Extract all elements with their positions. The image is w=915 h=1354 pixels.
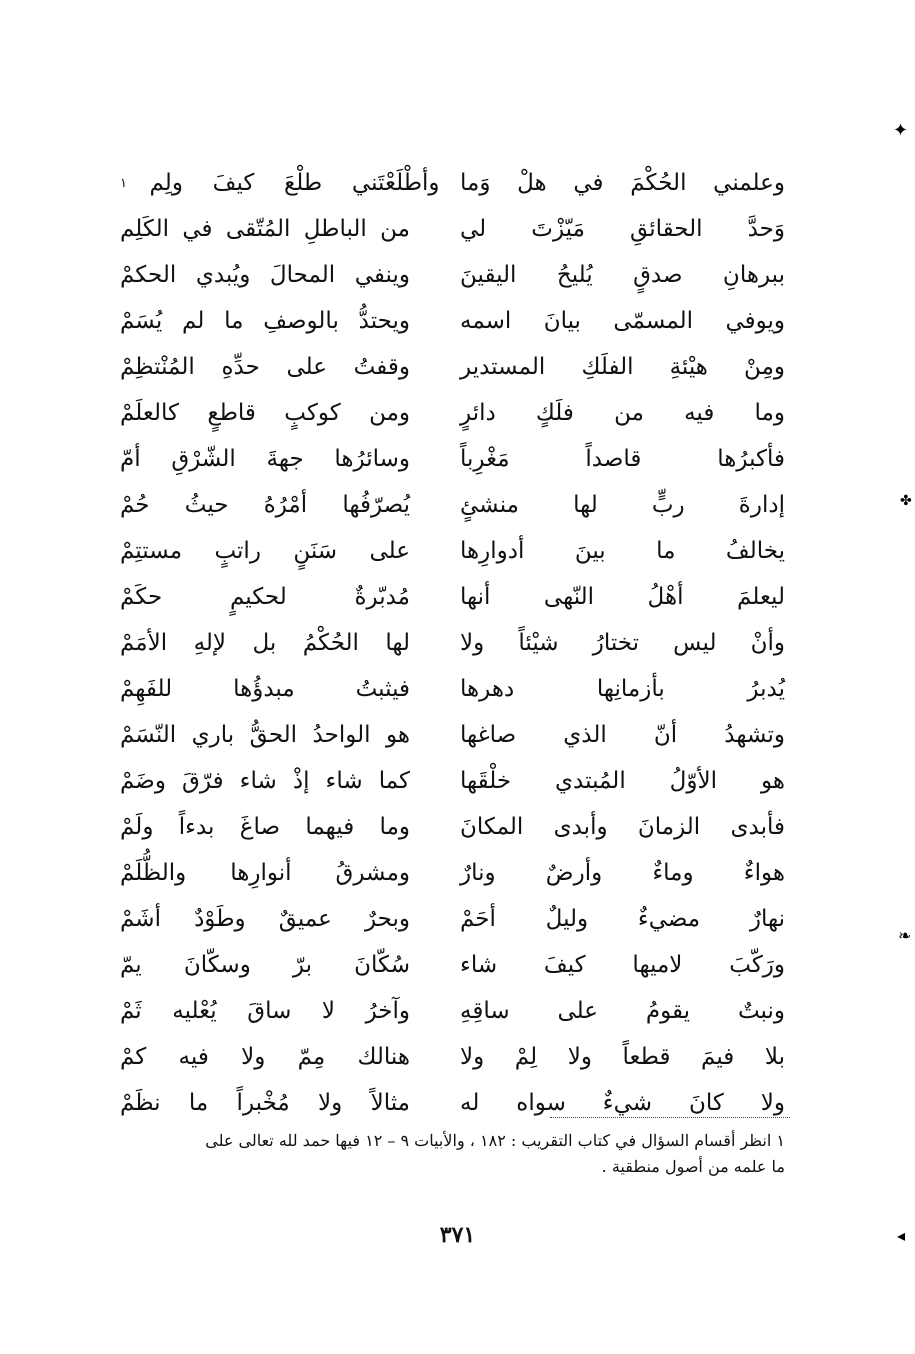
first-hemistich: ويوفي المسمّى بيانَ اسمه: [460, 308, 785, 334]
margin-arrow-icon: ◂: [897, 1226, 906, 1245]
verse-row: [120, 942, 785, 988]
first-hemistich: ولا كانَ شيءٌ سواه له: [460, 1090, 785, 1116]
verse-row: [120, 620, 785, 666]
verse-row: [120, 896, 785, 942]
footnote-line: ما علمه من أصول منطقية .: [601, 1157, 785, 1176]
second-hemistich: مُدبّرةٌ لحكيمٍ حكَمْ: [120, 584, 410, 610]
verse-row: [120, 344, 785, 390]
second-hemistich: وينفي المحالَ ويُبدي الحكمْ: [120, 262, 410, 288]
footnote-marker: ١: [120, 175, 127, 191]
second-hemistich: هو الواحدُ الحقُّ باري النّسَمْ: [120, 722, 410, 748]
first-hemistich: ليعلمَ أهْلُ النّهى أنها: [460, 584, 785, 610]
footnote-line: ١ انظر أقسام السؤال في كتاب التقريب : ١٨٢ ، والأبيات ٩ – ١٢ فيها حمد لله تعالى على: [205, 1131, 785, 1150]
verse-row: [120, 666, 785, 712]
first-hemistich: وأنْ ليس تختارُ شيْئاً ولا: [460, 630, 785, 656]
second-hemistich: فيثبتُ مبدؤُها للفَهِمْ: [120, 676, 410, 702]
second-hemistich: وقفتُ على حدِّهِ المُنْتظِمْ: [120, 354, 410, 380]
second-hemistich: على سَنَنٍ راتبٍ مستتِمْ: [120, 538, 410, 564]
second-hemistich: ومن كوكبٍ قاطعٍ كالعلَمْ: [120, 400, 410, 426]
verse-row: [120, 1080, 785, 1126]
first-hemistich: نهارٌ مضيءٌ وليلٌ أحَمْ: [460, 906, 785, 932]
first-hemistich: يخالفُ ما بينَ أدوارِها: [460, 538, 785, 564]
first-hemistich: ومِنْ هيْئةِ الفلَكِ المستدير: [460, 354, 785, 380]
first-hemistich: بلا فيمَ قطعاً ولا لِمْ ولا: [460, 1044, 785, 1070]
second-hemistich: وبحرٌ عميقٌ وطَوْدٌ أشَمْ: [120, 906, 410, 932]
verse-row: [120, 482, 785, 528]
verse-row: [120, 528, 785, 574]
second-hemistich: ومشرقُ أنوارِها والظُّلَمْ: [120, 860, 410, 886]
second-hemistich: يُصرّفُها أمْرُهُ حيثُ حُمْ: [120, 492, 410, 518]
second-hemistich: هنالك مِمّ ولا فيه كمْ: [120, 1044, 410, 1070]
verse-row: [120, 252, 785, 298]
second-hemistich: وسائرُها جهةَ الشّرْقِ أمّ: [120, 446, 410, 472]
second-hemistich: لها الحُكْمُ بل لإلهِ الأمَمْ: [120, 630, 410, 656]
page-number: ٣٧١: [439, 1222, 476, 1248]
second-hemistich: سُكّانَ برّ وسكّانَ يمّ: [120, 952, 410, 978]
first-hemistich: وَحدَّ الحقائقِ مَيّزْتَ لي: [460, 216, 785, 242]
first-hemistich: إدارةَ ربٍّ لها منشئٍ: [460, 492, 785, 518]
poem-body: [120, 160, 785, 1126]
first-hemistich: ببرهانِ صدقٍ يُليحُ اليقينَ: [460, 262, 785, 288]
second-hemistich: وآخرُ لا ساقَ يُعْليه ثَمْ: [120, 998, 410, 1024]
verse-row: [120, 988, 785, 1034]
first-hemistich: فأبدى الزمانَ وأبدى المكانَ: [460, 814, 785, 840]
verse-row: [120, 206, 785, 252]
verse-row: [120, 758, 785, 804]
verse-row: [120, 850, 785, 896]
first-hemistich: ونبتٌ يقومُ على ساقِهِ: [460, 998, 785, 1024]
margin-ornament-icon: ❧: [898, 926, 912, 945]
verse-row: [120, 804, 785, 850]
second-hemistich: ويحتدُّ بالوصفِ ما لم يُسَمْ: [120, 308, 410, 334]
second-hemistich: من الباطلِ المُتّقى في الكَلِم: [120, 216, 410, 242]
verse-row: [120, 1034, 785, 1080]
first-hemistich: وعلمني الحُكْمَ في هلْ وَما: [460, 170, 785, 196]
second-hemistich: وما فيهما صاغَ بدءاً ولَمْ: [120, 814, 410, 840]
second-hemistich: كما شاء إذْ شاء فرّقَ وضَمْ: [120, 768, 410, 794]
first-hemistich: فأكبرُها قاصداً مَغْرِباً: [460, 446, 785, 472]
verse-row: [120, 298, 785, 344]
first-hemistich: ورَكّبَ لاميها كيفَ شاء: [460, 952, 785, 978]
footnote: [120, 1128, 785, 1180]
first-hemistich: وما فيه من فلَكٍ دائرٍ: [460, 400, 785, 426]
verse-row: [120, 390, 785, 436]
first-hemistich: يُدبرُ بأزمانِها دهرها: [460, 676, 785, 702]
footnote-divider: [550, 1117, 790, 1118]
second-hemistich: مثالاً ولا مُخْبراً ما نظَمْ: [120, 1090, 410, 1116]
verse-row: [120, 436, 785, 482]
star-ornament-icon: ✦: [893, 120, 909, 141]
verse-row: [120, 160, 785, 206]
verse-row: [120, 574, 785, 620]
first-hemistich: وتشهدُ أنّ الذي صاغها: [460, 722, 785, 748]
second-hemistich: وأطْلَعْتَني طلْعَ كيفَ ولِم: [149, 170, 440, 196]
verse-row: [120, 712, 785, 758]
first-hemistich: هواءٌ وماءٌ وأرضٌ ونارٌ: [460, 860, 785, 886]
margin-ornament-icon: ✤: [900, 493, 912, 509]
first-hemistich: هو الأوّلُ المُبتدي خلْقَها: [460, 768, 785, 794]
